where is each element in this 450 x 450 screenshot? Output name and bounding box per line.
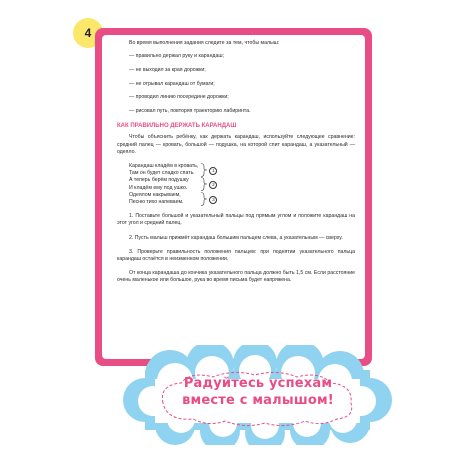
step-text: 3. Проверьте правильность положения пальцев: при поднятии указательного пальца карандаш остаётся в неизменном положении. — [117, 248, 355, 262]
page-number: 4 — [84, 26, 92, 40]
bullet-item: — не отрывал карандаш от бумаги; — [129, 80, 215, 87]
poem-line: Песню тихо напеваем. — [129, 198, 184, 205]
curly-bracket-icon — [200, 163, 209, 177]
poem-line: Карандаш кладём в кровать, — [129, 163, 199, 170]
content-text — [117, 40, 355, 292]
curly-bracket-icon — [200, 192, 209, 206]
bullet-item: — рисовал путь, повторяя траекторию лабиринта. — [129, 108, 251, 115]
step-text: От конца карандаша до кончика указательного пальца должно быть 1,5 см. Если расстояние очень маленькое или большое, рука во время письма будет напряжена. — [117, 270, 355, 284]
cloud-line-2: вместе с малышом! — [182, 393, 334, 408]
poem-block — [129, 163, 355, 206]
cloud-line-1: Радуйтесь успехам — [183, 376, 333, 391]
marker-circle-3: 3 — [209, 196, 217, 204]
bullet-item: — не выходил за края дорожки; — [129, 66, 206, 73]
poem-brackets — [200, 163, 220, 206]
poem-line: Там он будет сладко спать. — [129, 170, 195, 177]
cloud-banner — [115, 345, 415, 445]
poem-line: А теперь берём подушку — [129, 177, 189, 184]
poem-line: Одеялом накрываем, — [129, 191, 181, 198]
marker-circle-1: 1 — [209, 167, 217, 175]
section-title: КАК ПРАВИЛЬНО ДЕРЖАТЬ КАРАНДАШ — [117, 123, 237, 130]
curly-bracket-icon — [200, 177, 209, 191]
poem-line: И кладём ему под ушко. — [129, 184, 188, 191]
marker-circle-2: 2 — [209, 181, 217, 189]
intro-text: Во время выполнения задания следите за тем, чтобы малыш: — [129, 40, 280, 46]
poem-lines — [129, 163, 198, 206]
cloud-message — [108, 375, 408, 409]
step-text: 2. Пусть малыш прижмёт карандаш большим пальцем слева, а указательным — сверху. — [129, 234, 343, 241]
bullet-item: — правильно держал руку и карандаш; — [129, 53, 224, 60]
step-text: 1. Поставьте большой и указательный пальцы под прямым углом и положите карандаш на этот угол и средний палец. — [117, 213, 355, 227]
bullet-item: — проводил линию посередине дорожки; — [129, 94, 229, 101]
explanation-text: Чтобы объяснить ребёнку, как держать карандаш, используйте следующее сравнение: средний палец — кровать, большой — подушка, на которой спит карандаш, а указательный — одеяло. — [117, 134, 355, 155]
